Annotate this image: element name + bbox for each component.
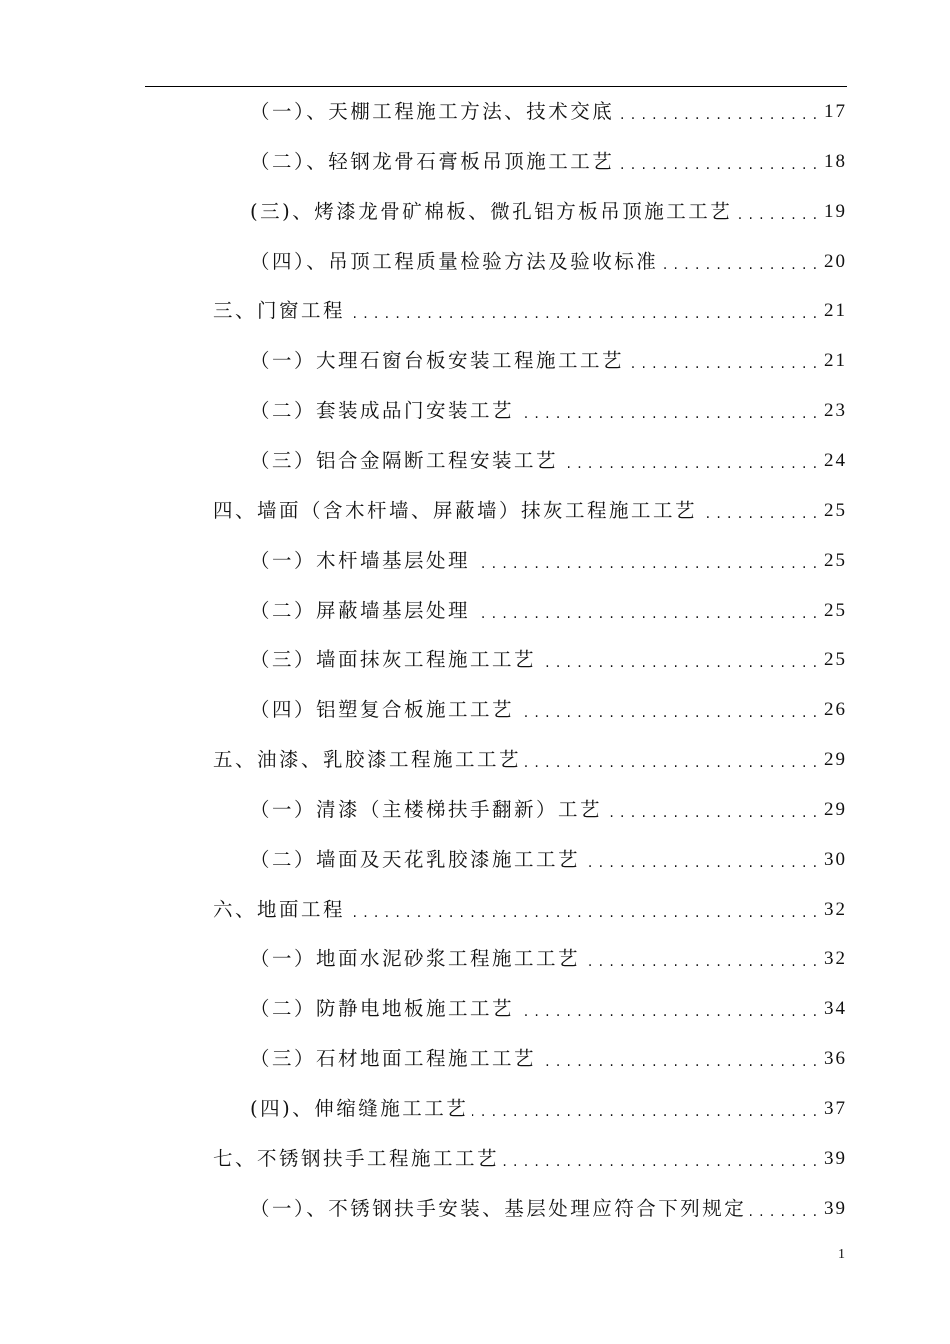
- toc-entry-page-number: 21: [824, 350, 847, 372]
- toc-entry-page-number: 24: [824, 449, 847, 471]
- toc-entry-title: （四）、吊顶工程质量检验方法及验收标准: [250, 249, 659, 273]
- toc-entry-page-number: 21: [824, 300, 847, 322]
- toc-leader-dots: [503, 1142, 818, 1176]
- toc-leader-dots: [618, 95, 818, 129]
- toc-leader-dots: [472, 1092, 818, 1126]
- toc-entry-page-number: 18: [824, 150, 847, 172]
- toc-entry[interactable]: [250, 1092, 847, 1126]
- toc-entry[interactable]: [250, 793, 847, 827]
- toc-entry-page-number: 17: [824, 101, 847, 122]
- toc-leader-dots: [701, 494, 818, 528]
- toc-entry-page-number: 29: [824, 749, 847, 771]
- toc-leader-dots: [518, 693, 818, 727]
- toc-entry-page-number: 32: [824, 898, 847, 920]
- toc-entry[interactable]: [250, 95, 847, 129]
- toc-entry[interactable]: [250, 942, 847, 976]
- toc-entry[interactable]: [250, 145, 847, 179]
- toc-leader-dots: [606, 793, 818, 827]
- toc-leader-dots: [628, 344, 818, 378]
- toc-entry-title: （三）石材地面工程施工工艺: [250, 1047, 537, 1071]
- toc-leader-dots: [349, 893, 818, 927]
- toc-entry[interactable]: [250, 594, 847, 628]
- toc-entry[interactable]: [250, 394, 847, 428]
- toc-leader-dots: [562, 444, 818, 478]
- toc-entry-title: （一）清漆（主楼梯扶手翻新）工艺: [250, 797, 603, 821]
- toc-entry-title: 六、地面工程: [213, 897, 346, 921]
- toc-entry-title: 五、油漆、乳胶漆工程施工工艺: [213, 748, 522, 772]
- toc-entry-page-number: 25: [824, 549, 847, 571]
- toc-entry-title: （二）、轻钢龙骨石膏板吊顶施工工艺: [250, 149, 615, 173]
- toc-entry-title: （二）墙面及天花乳胶漆施工工艺: [250, 847, 581, 871]
- toc-entry-title: （二）套装成品门安装工艺: [250, 399, 515, 423]
- toc-entry-title: （一）地面水泥砂浆工程施工工艺: [250, 947, 581, 971]
- toc-entry[interactable]: [250, 344, 847, 378]
- toc-entry-page-number: 30: [824, 848, 847, 870]
- toc-entry-page-number: 29: [824, 798, 847, 820]
- toc-entry-title: (四)、伸缩缝施工工艺: [250, 1097, 469, 1120]
- toc-entry[interactable]: [250, 1192, 847, 1226]
- toc-entry[interactable]: [213, 494, 847, 528]
- toc-entry[interactable]: [250, 1042, 847, 1076]
- toc-entry-title: （一）、不锈钢扶手安装、基层处理应符合下列规定: [250, 1196, 747, 1220]
- toc-entry[interactable]: [250, 544, 847, 578]
- toc-entry[interactable]: [250, 643, 847, 677]
- toc-entry-page-number: 25: [824, 649, 847, 671]
- toc-entry-page-number: 25: [824, 599, 847, 621]
- toc-leader-dots: [618, 145, 818, 179]
- toc-entry[interactable]: [250, 843, 847, 877]
- toc-entry[interactable]: [250, 195, 847, 229]
- toc-entry-title: （四）铝塑复合板施工工艺: [250, 698, 515, 722]
- toc-leader-dots: [349, 294, 818, 328]
- toc-entry-page-number: 25: [824, 499, 847, 521]
- toc-leader-dots: [750, 1192, 818, 1226]
- toc-entry-title: 四、墙面（含木杆墙、屏蔽墙）抹灰工程施工工艺: [213, 498, 698, 522]
- toc-leader-dots: [518, 394, 818, 428]
- toc-leader-dots: [540, 643, 818, 677]
- toc-leader-dots: [736, 195, 818, 229]
- toc-entry[interactable]: [250, 444, 847, 478]
- toc-entry[interactable]: [250, 245, 847, 279]
- toc-entry[interactable]: [250, 992, 847, 1026]
- toc-leader-dots: [518, 992, 818, 1026]
- toc-leader-dots: [662, 245, 818, 279]
- toc-entry-page-number: 20: [824, 250, 847, 272]
- toc-leader-dots: [584, 942, 818, 976]
- toc-leader-dots: [540, 1042, 818, 1076]
- toc-entry-page-number: 26: [824, 699, 847, 721]
- toc-entry[interactable]: [213, 893, 847, 927]
- toc-entry-page-number: 39: [824, 1197, 847, 1219]
- toc-leader-dots: [584, 843, 818, 877]
- header-rule: [145, 86, 847, 87]
- toc-entry-page-number: 39: [824, 1147, 847, 1169]
- toc-entry[interactable]: [213, 294, 847, 328]
- toc-entry-title: （一）大理石窗台板安装工程施工工艺: [250, 349, 625, 373]
- toc-entry-page-number: 32: [824, 948, 847, 970]
- footer-page-number: 1: [838, 1247, 845, 1262]
- toc-entry-title: (三)、烤漆龙骨矿棉板、微孔铝方板吊顶施工工艺: [250, 199, 733, 223]
- toc-leader-dots: [525, 743, 818, 777]
- toc-entry-page-number: 19: [824, 200, 847, 222]
- toc-entry[interactable]: [213, 743, 847, 777]
- toc-entry-title: （一）木杆墙基层处理: [250, 548, 471, 572]
- toc-entry-title: （三）墙面抹灰工程施工工艺: [250, 648, 537, 672]
- toc-entry-page-number: 36: [824, 1048, 847, 1070]
- toc-entry-title: 三、门窗工程: [213, 299, 346, 323]
- toc-entry[interactable]: [213, 1142, 847, 1176]
- toc-entry-page-number: 34: [824, 998, 847, 1020]
- toc-entry-title: （三）铝合金隔断工程安装工艺: [250, 448, 559, 472]
- toc-entry-page-number: 23: [824, 400, 847, 422]
- toc-entry-page-number: 37: [824, 1098, 847, 1119]
- toc-entry[interactable]: [250, 693, 847, 727]
- toc-entry-title: （二）屏蔽墙基层处理: [250, 598, 471, 622]
- toc-entry-title: 七、不锈钢扶手工程施工工艺: [213, 1146, 500, 1170]
- toc-entry-title: （一）、天棚工程施工方法、技术交底: [250, 100, 615, 123]
- toc-leader-dots: [474, 544, 818, 578]
- toc-entry-title: （二）防静电地板施工工艺: [250, 997, 515, 1021]
- toc-leader-dots: [474, 594, 818, 628]
